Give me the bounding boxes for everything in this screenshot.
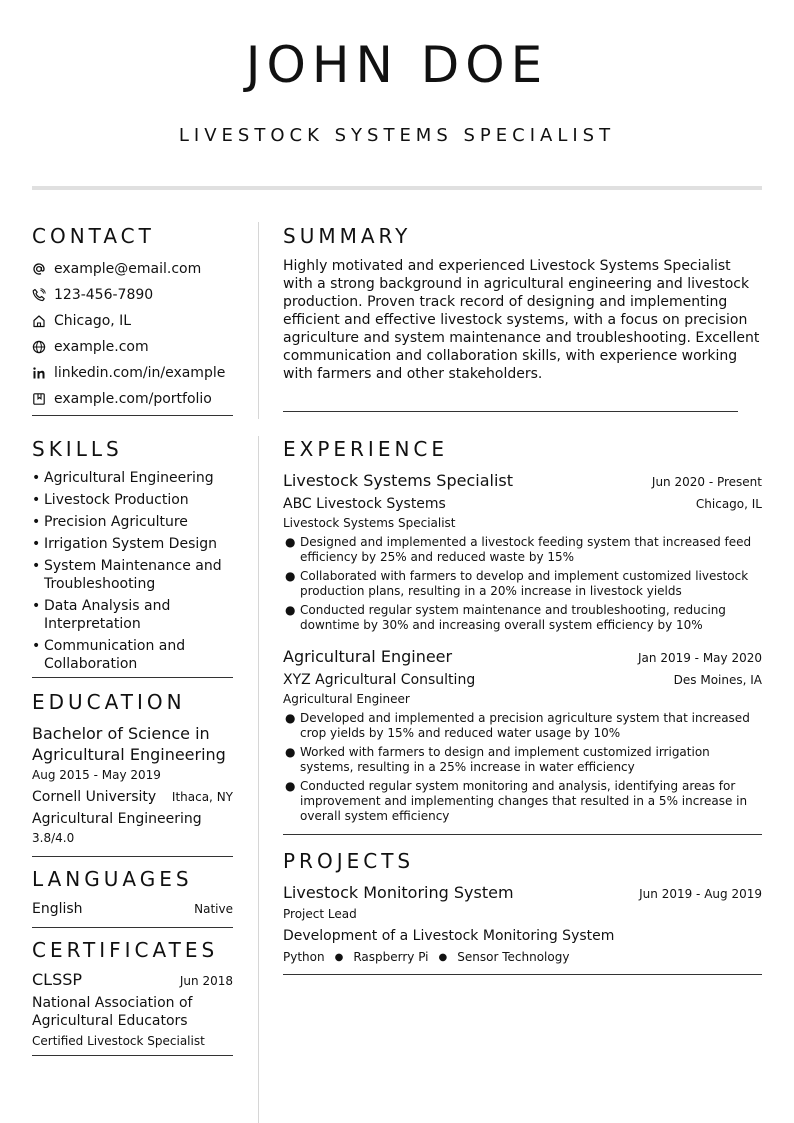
contact-portfolio-text: example.com/portfolio [54, 391, 212, 407]
summary-section [283, 224, 762, 412]
education-school: Cornell University [32, 789, 157, 805]
education-field: Agricultural Engineering [32, 811, 202, 827]
education-degree: Bachelor of Science in Agricultural Engineering [32, 724, 226, 764]
contact-email-text: example@email.com [54, 261, 202, 277]
project-tags [283, 950, 762, 964]
job-location: Chicago, IL [695, 497, 762, 511]
project-tag: Raspberry Pi [353, 950, 429, 964]
column-divider-top [258, 222, 259, 419]
contact-email[interactable] [32, 256, 233, 282]
job-company: XYZ Agricultural Consulting [283, 672, 476, 688]
job-role: Agricultural Engineer [283, 692, 410, 706]
education-rule [32, 856, 233, 857]
skill-item: • Data Analysis and Interpretation [32, 598, 171, 632]
job-bullets [283, 711, 762, 824]
contact-website[interactable] [32, 334, 233, 360]
contact-linkedin-text: linkedin.com/in/example [54, 365, 226, 381]
project-tag: Sensor Technology [457, 950, 570, 964]
certificate-date: Jun 2018 [179, 974, 233, 988]
job-bullet: ● Conducted regular system maintenance and troubleshooting, reducing downtime by 30% and increasing overall system efficiency by 10% [285, 603, 726, 632]
projects-section [283, 849, 762, 975]
project-tag: Python [283, 950, 325, 964]
skill-item: • Precision Agriculture [32, 514, 188, 530]
job-bullet: ● Designed and implemented a livestock feeding system that increased feed efficiency by 25% and reduced waste by 15% [285, 535, 752, 564]
job-title: Livestock Systems Specialist [283, 471, 514, 490]
at-icon [32, 260, 54, 278]
education-section [32, 690, 233, 857]
job-location: Des Moines, IA [673, 673, 762, 687]
skills-section [32, 437, 233, 678]
language-item [32, 899, 233, 919]
experience-title: EXPERIENCE [283, 437, 449, 461]
skill-item: • Livestock Production [32, 492, 189, 508]
certificates-section [32, 938, 233, 1056]
contact-linkedin[interactable] [32, 360, 233, 386]
certificates-rule [32, 1055, 233, 1056]
contact-rule [32, 415, 233, 416]
job-dates: Jan 2019 - May 2020 [638, 651, 762, 665]
experience-rule [283, 834, 762, 835]
linkedin-icon [32, 364, 54, 382]
education-dates: Aug 2015 - May 2019 [32, 768, 161, 782]
education-location: Ithaca, NY [171, 790, 233, 804]
languages-rule [32, 927, 233, 928]
certificate-description: Certified Livestock Specialist [32, 1034, 205, 1048]
contact-phone[interactable] [32, 282, 233, 308]
contact-website-text: example.com [54, 339, 149, 355]
project-name: Livestock Monitoring System [283, 883, 514, 902]
job-bullet: ● Worked with farmers to design and implement customized irrigation systems, resulting in a 25% increase in water efficiency [285, 745, 710, 774]
job-dates: Jun 2020 - Present [651, 475, 762, 489]
contact-location [32, 308, 233, 334]
tag-separator: ● [334, 951, 344, 963]
contact-title: CONTACT [32, 224, 155, 248]
job-entry [283, 470, 762, 633]
job-title: Agricultural Engineer [283, 647, 453, 666]
column-divider-bottom [258, 436, 259, 1123]
skills-title: SKILLS [32, 437, 123, 461]
summary-rule [283, 411, 738, 412]
candidate-headline: LIVESTOCK SYSTEMS SPECIALIST [178, 125, 616, 146]
skill-item: • Irrigation System Design [32, 536, 218, 552]
tag-separator: ● [438, 951, 448, 963]
projects-title: PROJECTS [283, 849, 415, 873]
project-role: Project Lead [283, 907, 357, 921]
project-dates: Jun 2019 - Aug 2019 [639, 887, 762, 901]
skill-item: • Agricultural Engineering [32, 470, 214, 486]
projects-rule [283, 974, 762, 975]
certificate-item [32, 970, 233, 990]
job-role: Livestock Systems Specialist [283, 516, 456, 530]
language-level: Native [194, 902, 233, 916]
skill-item: • System Maintenance and Troubleshooting [32, 558, 222, 592]
project-entry [283, 882, 762, 964]
job-bullet: ● Conducted regular system monitoring and analysis, identifying areas for improvement and implementing changes that resulted in a 5% increase in overall system efficiency [285, 779, 748, 823]
contact-location-text: Chicago, IL [54, 313, 132, 329]
certificate-issuer: National Association of Agricultural Educators [32, 995, 193, 1029]
education-gpa: 3.8/4.0 [32, 831, 75, 845]
summary-text: Highly motivated and experienced Livestock Systems Specialist with a strong background in agricultural engineering and livestock production. Proven track record of designing and implementing efficient and effective livestock systems, with a focus on precision agriculture and system maintenance and troubleshooting. Excellent communication and collaboration skills, with experience working with farmers and other stakeholders. [283, 258, 760, 382]
skill-item: • Communication and Collaboration [32, 638, 186, 672]
project-description: Development of a Livestock Monitoring System [283, 928, 615, 944]
languages-section [32, 867, 233, 928]
contact-phone-text: 123-456-7890 [54, 287, 154, 303]
certificates-title: CERTIFICATES [32, 938, 219, 962]
home-icon [32, 312, 54, 330]
header-divider [32, 186, 762, 190]
candidate-name: JOHN DOE [245, 36, 549, 94]
globe-icon [32, 338, 54, 356]
job-bullet: ● Collaborated with farmers to develop and implement customized livestock production plans, resulting in a 20% increase in livestock yields [285, 569, 749, 598]
experience-section [283, 437, 762, 835]
job-company: ABC Livestock Systems [283, 496, 446, 512]
languages-title: LANGUAGES [32, 867, 193, 891]
job-bullets [283, 535, 762, 633]
contact-portfolio[interactable] [32, 386, 233, 412]
phone-icon [32, 286, 54, 304]
job-entry [283, 646, 762, 824]
skills-rule [32, 677, 233, 678]
certificate-name: CLSSP [32, 970, 83, 989]
language-name: English [32, 901, 83, 917]
contact-section [32, 224, 233, 416]
education-title: EDUCATION [32, 690, 186, 714]
portfolio-icon [32, 390, 54, 408]
summary-title: SUMMARY [283, 224, 412, 248]
skills-list [32, 469, 233, 673]
job-bullet: ● Developed and implemented a precision agriculture system that increased crop yields by 15% and reduced water usage by 10% [285, 711, 750, 740]
